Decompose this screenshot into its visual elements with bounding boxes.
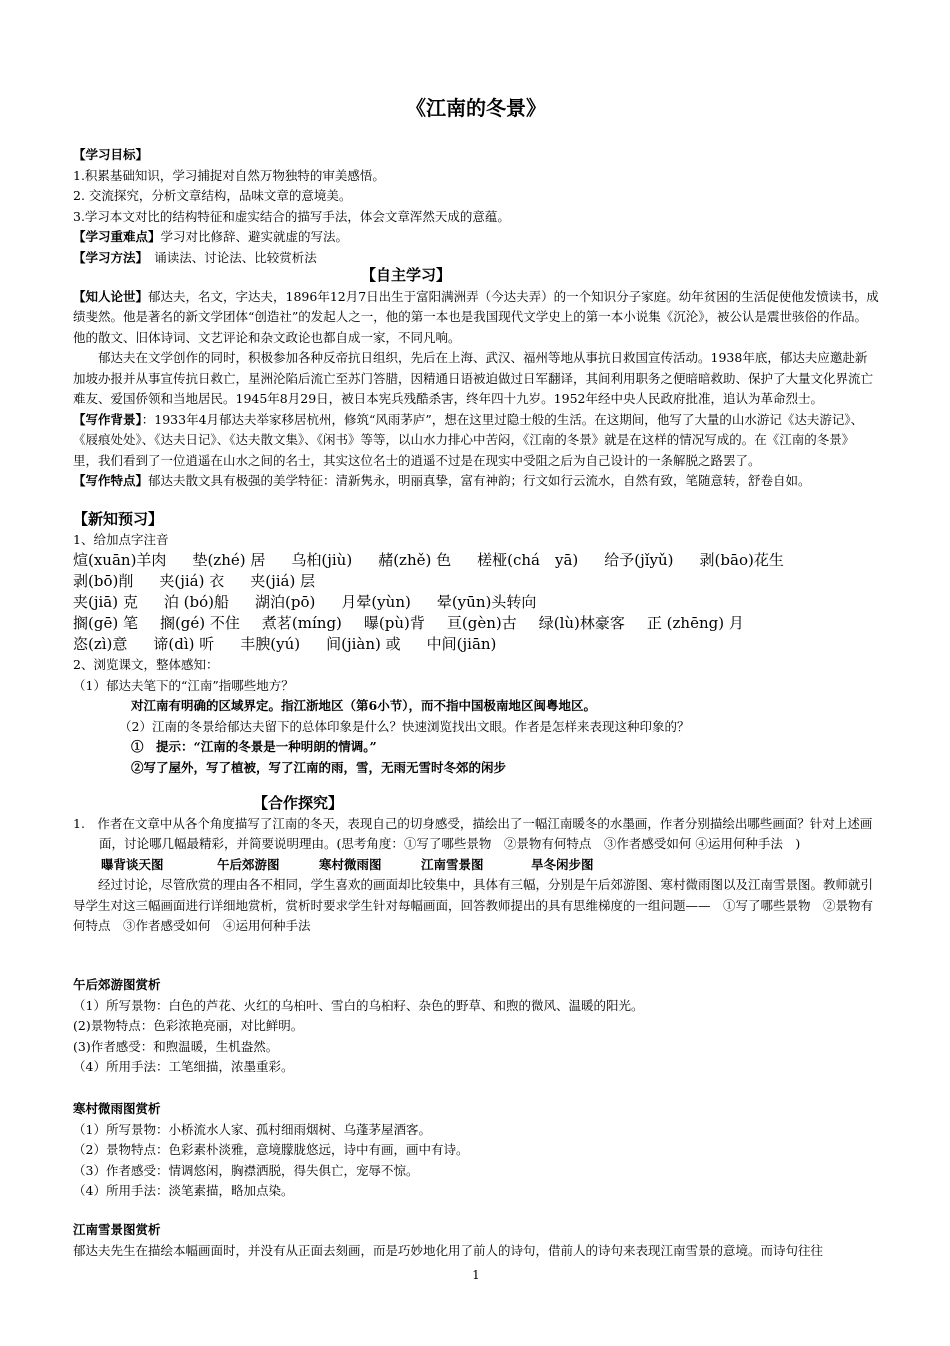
analysis-1 bbox=[73, 975, 879, 1078]
picture-item: 江南雪景图 bbox=[421, 856, 484, 872]
pinyin-item: 湖泊(pō) bbox=[254, 593, 316, 611]
pinyin-item: 恣(zì)意 bbox=[73, 635, 128, 653]
preview-heading: 【新知预习】 bbox=[73, 510, 164, 528]
picture-item: 午后郊游图 bbox=[217, 856, 280, 872]
analysis-item: （1）所写景物：小桥流水人家、孤村细雨烟树、乌蓬茅屋酒客。 bbox=[73, 1121, 431, 1137]
analysis-item: （3）作者感受：情调悠闲，胸襟洒脱，得失俱亡，宠辱不惊。 bbox=[73, 1162, 419, 1178]
pinyin-item: 泊 (bó)船 bbox=[163, 593, 229, 611]
coop-question-1: 1. 作者在文章中从各个角度描写了江南的冬天，表现自己的切身感受，描绘出了一幅江南暖冬的水墨画，作者分别描绘出哪些画面？针对上述画面，讨论哪几幅最精彩，并简要说明理由。(思考角度：①写了哪些景物 ②景物有何特点 ③作者感受如何 ④运用何种手法 ) bbox=[73, 815, 873, 851]
preview-question-2-1: （1）郁达夫笔下的“江南”指哪些地方？ bbox=[73, 677, 294, 693]
goal-item: 2. 交流探究，分析文章结构，品味文章的意境美。 bbox=[73, 188, 352, 203]
background-label: 【写作背景】 bbox=[73, 411, 142, 427]
pinyin-item: 搁(gē) 笔 bbox=[73, 614, 138, 632]
page-title: 《江南的冬景》 bbox=[406, 96, 546, 120]
preview-section bbox=[73, 509, 879, 778]
pinyin-item: 赭(zhě) 色 bbox=[378, 551, 452, 569]
author-paragraph-2: 郁达夫在文学创作的同时，积极参加各种反帝抗日组织，先后在上海、武汉、福州等地从事抗日救国宣传活动。1938年底，郁达夫应邀赴新加坡办报并从事宣传抗日救亡，星洲沦陷后流亡至苏门答腊，因精通日语被迫做过日军翻译，其间利用职务之便暗暗救助、保护了大量文化界流亡难友、爱国侨领和当地居民。1945年8月29日，被日本宪兵残酷杀害，终年四十九岁。1952年经中央人民政府批准，追认为革命烈士。 bbox=[73, 350, 874, 406]
method-text: 诵读法、讨论法、比较赏析法 bbox=[141, 249, 317, 265]
pinyin-item: 绿(lù)林豪客 bbox=[538, 614, 625, 632]
pinyin-item: 乌桕(jiù) bbox=[291, 551, 353, 569]
background-text: ：1933年4月郁达夫举家移居杭州，修筑“风雨茅庐”，想在这里过隐士般的生活。在这期间，他写了大量的山水游记《达夫游记》、《屐痕处处》、《达夫日记》、《达夫散文集》、《闲书》等等，以山水力排心中苦闷，《江南的冬景》就是在这样的情况写成的。在《江南的冬景》里，我们看到了一位逍遥在山水之间的名士，其实这位名士的逍遥不过是在现实中受阻之后为自己设计的一条解脱之路罢了。 bbox=[73, 411, 864, 468]
picture-item: 曝背谈天图 bbox=[101, 856, 164, 872]
goals-section bbox=[73, 145, 879, 268]
analysis-1-heading: 午后郊游图赏析 bbox=[73, 977, 161, 992]
picture-item: 旱冬闲步图 bbox=[531, 856, 594, 872]
goal-item: 3.学习本文对比的结构特征和虚实结合的描写手法，体会文章浑然天成的意蕴。 bbox=[73, 208, 510, 224]
pinyin-row bbox=[73, 571, 879, 592]
pinyin-row bbox=[73, 634, 879, 655]
pinyin-item: 晕(yūn)头转向 bbox=[436, 593, 537, 611]
analysis-item: （2）景物特点：色彩素朴淡雅，意境朦胧悠远，诗中有画，画中有诗。 bbox=[73, 1142, 469, 1157]
analysis-item: （1）所写景物：白色的芦花、火红的乌桕叶、雪白的乌桕籽、杂色的野草、和煦的微风、温暖的阳光。 bbox=[73, 997, 644, 1013]
preview-question-2-2: （2）江南的冬景给郁达夫留下的总体印象是什么？快速浏览找出文眼。作者是怎样来表现这种印象的？ bbox=[119, 718, 690, 734]
analysis-3 bbox=[73, 1220, 879, 1261]
pinyin-item: 剥(bō)削 bbox=[73, 572, 134, 590]
key-text: 学习对比修辞、避实就虚的写法。 bbox=[160, 229, 349, 244]
key-points bbox=[73, 227, 879, 248]
picture-list bbox=[73, 855, 879, 876]
pinyin-item: 剥(bāo)花生 bbox=[699, 551, 784, 569]
pinyin-row bbox=[73, 613, 879, 634]
pinyin-item: 搁(gé) 不住 bbox=[159, 614, 240, 632]
method-label: 【学习方法】 bbox=[73, 249, 142, 265]
analysis-3-heading: 江南雪景图赏析 bbox=[73, 1222, 161, 1237]
author-label: 【知人论世】 bbox=[73, 288, 149, 304]
self-study-heading: 【自主学习】 bbox=[360, 266, 451, 284]
picture-item: 寒村微雨图 bbox=[319, 856, 382, 872]
goals-heading: 【学习目标】 bbox=[73, 147, 149, 162]
answer-2-2a: ① 提示：“江南的冬景是一种明朗的情调。” bbox=[131, 739, 377, 754]
pinyin-item: 夹(jiá) 层 bbox=[250, 572, 316, 590]
self-study-section bbox=[73, 265, 879, 492]
background-paragraph bbox=[73, 410, 879, 472]
coop-section bbox=[73, 793, 879, 937]
author-text: 郁达夫，名文，字达夫，1896年12月7日出生于富阳满洲弄（今达夫弄）的一个知识分子家庭。幼年贫困的生活促使他发愤读书，成绩斐然。他是著名的新文学团体“创造社”的发起人之一，他的第一本也是我国现代文学史上的第一本小说集《沉沦》，被公认是震世骇俗的作品。他的散文、旧体诗词、文艺评论和杂文政论也都自成一家，不同凡响。 bbox=[73, 288, 879, 345]
analysis-item: （4）所用手法：淡笔素描，略加点染。 bbox=[73, 1183, 294, 1198]
pinyin-item: 槎桠(chá yā) bbox=[477, 551, 579, 569]
pinyin-row bbox=[73, 550, 879, 571]
pinyin-row bbox=[73, 592, 879, 613]
pinyin-item: 中间(jiān) bbox=[426, 635, 497, 653]
analysis-2-heading: 寒村微雨图赏析 bbox=[73, 1101, 161, 1116]
coop-heading: 【合作探究】 bbox=[253, 794, 344, 812]
analysis-item: (3)作者感受：和煦温暖，生机盎然。 bbox=[73, 1038, 279, 1054]
pinyin-item: 煮茗(míng) bbox=[261, 614, 342, 632]
pinyin-item: 正 (zhēng) 月 bbox=[646, 614, 744, 632]
feature-label: 【写作特点】 bbox=[73, 473, 149, 488]
answer-2-2b: ②写了屋外，写了植被，写了江南的雨，雪，无雨无雪时冬郊的闲步 bbox=[131, 759, 507, 775]
pinyin-item: 给予(jǐyǔ) bbox=[604, 551, 674, 569]
pinyin-item: 煊(xuān)羊肉 bbox=[73, 551, 167, 569]
pinyin-item: 丰腴(yú) bbox=[240, 635, 301, 653]
analysis-item: （4）所用手法：工笔细描，浓墨重彩。 bbox=[73, 1059, 294, 1074]
pinyin-item: 间(jiàn) 或 bbox=[326, 635, 401, 653]
analysis-3-text: 郁达夫先生在描绘本幅画面时，并没有从正面去刻画，而是巧妙地化用了前人的诗句，借前人的诗句来表现江南雪景的意境。而诗句往往 bbox=[73, 1242, 824, 1258]
preview-question-2: 2、浏览课文，整体感知： bbox=[73, 657, 219, 672]
pinyin-item: 月晕(yùn) bbox=[341, 593, 411, 611]
key-label: 【学习重难点】 bbox=[73, 229, 161, 244]
author-paragraph bbox=[73, 287, 879, 349]
pinyin-item: 谛(dì) 听 bbox=[153, 635, 215, 653]
pinyin-item: 垫(zhé) 居 bbox=[192, 551, 266, 569]
coop-discussion: 经过讨论，尽管欣赏的理由各不相同，学生喜欢的画面却比较集中，具体有三幅，分别是午后郊游图、寒村微雨图以及江南雪景图。教师就引导学生对这三幅画面进行详细地赏析，赏析时要求学生针对每幅画面，回答教师提出的具有思维梯度的一组问题—— ①写了哪些景物 ②景物有何特点 ③作者感受如何 ④运用何种手法 bbox=[73, 877, 874, 933]
page-number: 1 bbox=[472, 1268, 480, 1282]
pinyin-item: 夹(jiā) 克 bbox=[73, 593, 138, 611]
goal-item: 1.积累基础知识，学习捕捉对自然万物独特的审美感悟。 bbox=[73, 167, 385, 183]
preview-question-1: 1、给加点字注音 bbox=[73, 531, 169, 547]
feature-paragraph bbox=[73, 471, 879, 492]
pinyin-item: 亘(gèn)古 bbox=[446, 614, 517, 632]
pinyin-item: 曝(pù)背 bbox=[363, 614, 425, 632]
analysis-item: (2)景物特点：色彩浓艳亮丽，对比鲜明。 bbox=[73, 1018, 304, 1033]
answer-2-1: 对江南有明确的区域界定。指江浙地区（第6小节），而不指中国极南地区闽粤地区。 bbox=[131, 698, 596, 713]
pinyin-item: 夹(jiá) 衣 bbox=[159, 572, 225, 590]
feature-text: 郁达夫散文具有极强的美学特征：清新隽永，明丽真挚，富有神韵；行文如行云流水，自然有致，笔随意转，舒卷自如。 bbox=[148, 473, 811, 488]
analysis-2 bbox=[73, 1099, 879, 1202]
